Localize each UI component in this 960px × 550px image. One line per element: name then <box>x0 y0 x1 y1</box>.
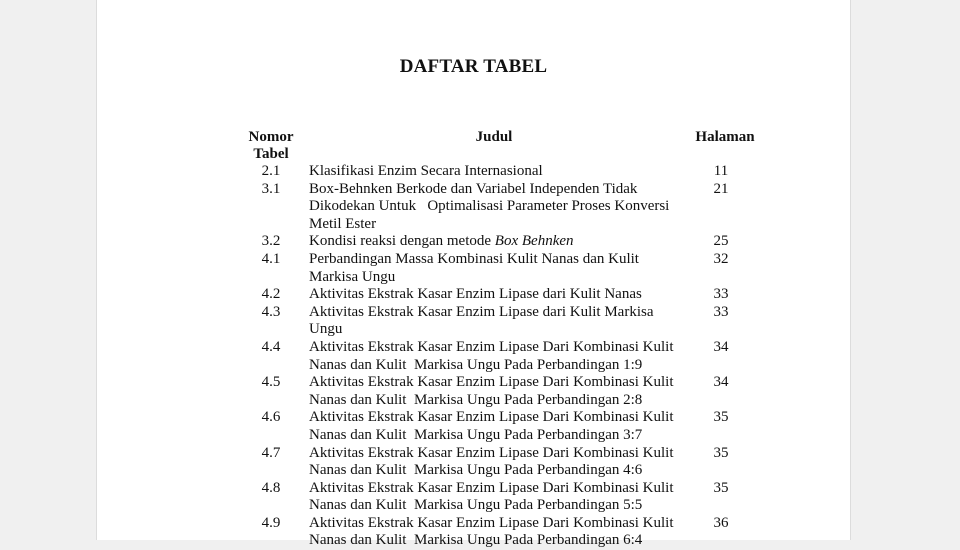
table-number: 4.3 <box>261 303 281 320</box>
table-title <box>309 339 689 374</box>
table-title <box>309 233 689 251</box>
table-title-line: Nanas dan Kulit Markisa Ungu Pada Perbandingan 4:6 <box>309 462 643 479</box>
table-title <box>309 163 689 181</box>
table-page-number: 34 <box>713 374 729 391</box>
table-number: 4.2 <box>261 286 281 303</box>
table-title-italic: Box Behnken <box>494 233 574 250</box>
table-row <box>97 374 850 409</box>
table-page-number: 35 <box>713 409 729 426</box>
page-title: DAFTAR TABEL <box>399 56 548 77</box>
table-title <box>309 304 689 339</box>
table-title-line: Aktivitas Ekstrak Kasar Enzim Lipase dari Kulit Nanas <box>309 286 642 303</box>
table-title <box>309 374 689 409</box>
table-title-line: Aktivitas Ekstrak Kasar Enzim Lipase Dari Kombinasi Kulit <box>309 338 674 355</box>
table-title-line: Aktivitas Ekstrak Kasar Enzim Lipase Dari Kombinasi Kulit <box>309 444 674 461</box>
table-title-line: Nanas dan Kulit Markisa Ungu Pada Perbandingan 3:7 <box>309 426 643 443</box>
table-page-number: 35 <box>713 444 729 461</box>
table-number: 4.9 <box>261 514 281 531</box>
table-row <box>97 304 850 339</box>
table-page-number: 11 <box>713 163 729 179</box>
table-title-line: Aktivitas Ekstrak Kasar Enzim Lipase Dari Kombinasi Kulit <box>309 409 674 426</box>
table-title <box>309 181 689 234</box>
table-title <box>309 445 689 480</box>
table-page-number: 36 <box>713 514 729 531</box>
table-page-number: 33 <box>713 303 729 320</box>
table-number: 4.5 <box>261 374 281 391</box>
table-of-tables <box>97 163 850 550</box>
table-title-line: Ungu <box>309 321 343 338</box>
table-row <box>97 286 850 304</box>
table-row <box>97 515 850 550</box>
table-title <box>309 480 689 515</box>
table-row <box>97 480 850 515</box>
table-number: 3.2 <box>261 233 281 250</box>
table-page-number: 32 <box>713 250 729 267</box>
table-row <box>97 163 850 181</box>
table-row <box>97 409 850 444</box>
table-title-line: Markisa Ungu <box>309 268 396 285</box>
header-judul: Judul <box>475 129 513 145</box>
document-page <box>96 0 851 549</box>
table-title-line: Aktivitas Ekstrak Kasar Enzim Lipase Dari Kombinasi Kulit <box>309 374 674 391</box>
table-page-number: 21 <box>713 180 729 197</box>
table-number: 4.6 <box>261 409 281 426</box>
table-title <box>309 251 689 286</box>
table-row <box>97 181 850 234</box>
table-page-number: 34 <box>713 338 729 355</box>
table-title-line: Dikodekan Untuk Optimalisasi Parameter Proses Konversi <box>309 198 670 215</box>
table-title <box>309 515 689 550</box>
table-page-number: 25 <box>713 233 729 250</box>
table-title-line: Aktivitas Ekstrak Kasar Enzim Lipase dari Kulit Markisa <box>309 303 654 320</box>
table-page-number: 35 <box>713 479 729 496</box>
table-title-line: Metil Ester <box>309 215 377 232</box>
table-title-line: Aktivitas Ekstrak Kasar Enzim Lipase Dari Kombinasi Kulit <box>309 479 674 496</box>
table-title-line: Nanas dan Kulit Markisa Ungu Pada Perbandingan 2:8 <box>309 391 643 408</box>
header-nomor-tabel <box>243 129 299 163</box>
header-tabel: Tabel <box>253 146 289 162</box>
table-row <box>97 339 850 374</box>
table-number: 3.1 <box>261 180 281 197</box>
header-nomor: Nomor <box>248 129 294 145</box>
table-title <box>309 409 689 444</box>
table-number: 4.7 <box>261 444 281 461</box>
table-title-line: Perbandingan Massa Kombinasi Kulit Nanas dan Kulit <box>309 250 639 267</box>
table-page-number: 33 <box>713 286 729 303</box>
table-row <box>97 233 850 251</box>
table-title-line: Kondisi reaksi dengan metode Box Behnken <box>309 233 574 250</box>
header-halaman: Halaman <box>695 129 755 145</box>
table-number: 4.4 <box>261 338 281 355</box>
table-title-line: Nanas dan Kulit Markisa Ungu Pada Perbandingan 5:5 <box>309 497 643 514</box>
table-number: 4.1 <box>261 250 281 267</box>
table-title <box>309 286 689 304</box>
table-number: 4.8 <box>261 479 281 496</box>
table-title-line: Box-Behnken Berkode dan Variabel Independen Tidak <box>309 180 638 197</box>
table-row <box>97 251 850 286</box>
table-row <box>97 445 850 480</box>
table-title-line: Klasifikasi Enzim Secara Internasional <box>309 163 543 179</box>
table-title-line: Nanas dan Kulit Markisa Ungu Pada Perbandingan 1:9 <box>309 356 643 373</box>
table-title-line: Aktivitas Ekstrak Kasar Enzim Lipase Dari Kombinasi Kulit <box>309 514 674 531</box>
table-title-line: Nanas dan Kulit Markisa Ungu Pada Perbandingan 6:4 <box>309 532 643 549</box>
table-number: 2.1 <box>261 163 281 179</box>
